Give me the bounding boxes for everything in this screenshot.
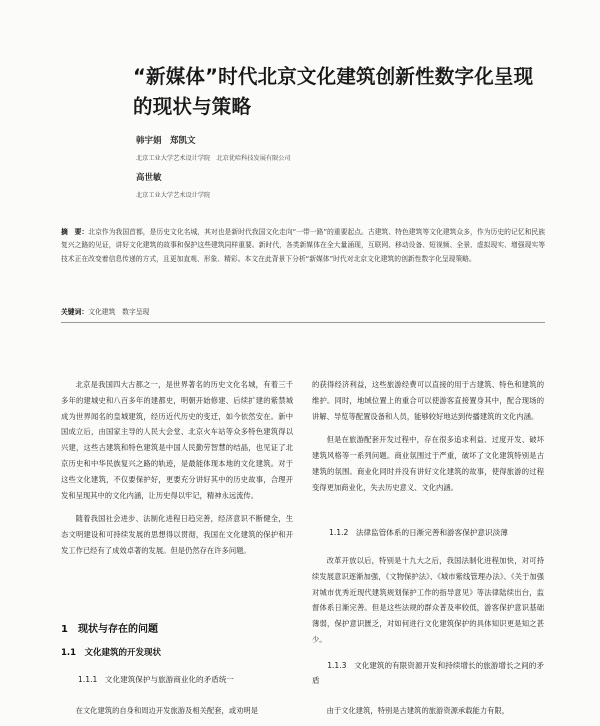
right-body-text — [312, 377, 544, 496]
author-names-1: 韩宇娟 郑凯文 — [136, 136, 196, 146]
body-paragraph: 改革开放以后，特别是十九大之后，我国法制化进程加快，对可持续发展意识逐渐加强，《文物保护法》、《城市紫线管理办法》、《关于加强对城市优秀近现代建筑规划保护工作的指导意见》等法律陆续出台，监督体系日渐完善。但是这些法规的群众普及率较低，游客保护意识基础薄弱，保护意识匮乏，对如何进行文化建筑保护的具体知识更是知之甚少。 — [312, 556, 544, 644]
subsubsection-heading: 1.1.3 文化建筑的有限资源开发和持续增长的旅游增长之间的矛盾 — [312, 661, 544, 685]
affiliation-1: 北京工业大学艺术设计学院 北京优哈科技发展有限公司 — [136, 155, 291, 162]
left-body-text — [61, 377, 293, 559]
body-paragraph: 在文化建筑的自身和周边开发旅游及相关配套，或劝明是 — [75, 706, 259, 715]
article-title: “新媒体”时代北京文化建筑创新性数字化呈现的现状与策略 — [133, 65, 534, 118]
author-names-2: 高世敏 — [136, 173, 162, 183]
body-paragraph: 但是在旅游配套开发过程中，存在很多追求利益、过度开发、破坏建筑风格等一系列问题。商业氛围过于严重，破坏了文化建筑特别是古建筑的氛围。商业化同时并没有讲好文化建筑的故事，使得旅游的过程变得更加商业化，失去历史意义、文化内涵。 — [312, 435, 544, 492]
keywords-text: 文化建筑 数字呈现 — [88, 308, 150, 316]
subsubsection-heading: 1.1.2 法律监管体系的日渐完善和游客保护意识淡薄 — [329, 528, 508, 537]
body-paragraph: 的获得经济利益，这些旅游经费可以直接的用于古建筑、特色和建筑的维护。同时，地域位置上的重合可以使游客直接置身其中，配合现场的讲解、导览等配置设备和人员，能够较好地达到传播建筑的文化内涵。 — [312, 380, 544, 421]
section-heading: 1 现状与存在的问题 — [61, 624, 158, 635]
keywords-label: 关键词： — [61, 308, 89, 316]
abstract-label: 摘 要： — [61, 228, 89, 236]
subsection-heading: 1.1 文化建筑的开发现状 — [61, 648, 162, 658]
body-paragraph: 北京是我国四大古都之一，是世界著名的历史文化名城，有着三千多年的建城史和八百多年的建都史，明朝开始修建、后续扩建的紫禁城成为世界闻名的皇城建筑，经历近代历史的变迁，如今依然安在。新中国成立后，由国家主导的人民大会堂、北京火车站等众多特色建筑得以兴建，这些古建筑和特色建筑是中国人民勤劳智慧的结晶，也见证了北京历史和中华民族复兴之路的轨迹，是最能体现本地的文化建筑。对于这些文化建筑，不仅要保护好，更要充分讲好其中的历史故事，合理开发和呈现其中的文化内涵，让历史得以牢记，精神永远流传。 — [61, 380, 293, 500]
abstract-text: 北京作为我国首都，是历史文化名城，其对也是新时代我国文化走向“一带一路”的重要起点。古建筑、特色建筑等文化建筑众多，作为历史的记忆和民族复兴之路的见证，讲好文化建筑的故事和保护这些建筑同样重要。新时代，各类新媒体在全大量涌现，互联网、移动设备、短视频、全景、虚拟现实、增强现实等技术正在改变着信息传递的方式，且更加直观、形象、精彩。本文在此背景下分析“新媒体”时代对北京文化建筑的创新性数字化呈现策略。 — [61, 228, 546, 263]
subsubsection-heading: 1.1.1 文化建筑保护与旅游商业化的矛盾统一 — [78, 675, 235, 684]
keywords — [61, 306, 149, 316]
abstract — [61, 226, 545, 266]
affiliation-2: 北京工业大学艺术设计学院 — [136, 192, 211, 199]
body-paragraph: 随着我国社会进步、法制化进程日趋完善，经济意识不断健全，生态文明建设和可持续发展的思想得以贯彻，我国在文化建筑的保护和开发工作已经有了成效卓著的发展。但是仍然存在许多问题。 — [61, 514, 293, 555]
body-paragraph: 由于文化建筑，特别是古建筑的旅游资源承载能力有限， — [326, 706, 510, 715]
section-divider — [61, 322, 545, 323]
right-body-text-2 — [312, 553, 544, 648]
